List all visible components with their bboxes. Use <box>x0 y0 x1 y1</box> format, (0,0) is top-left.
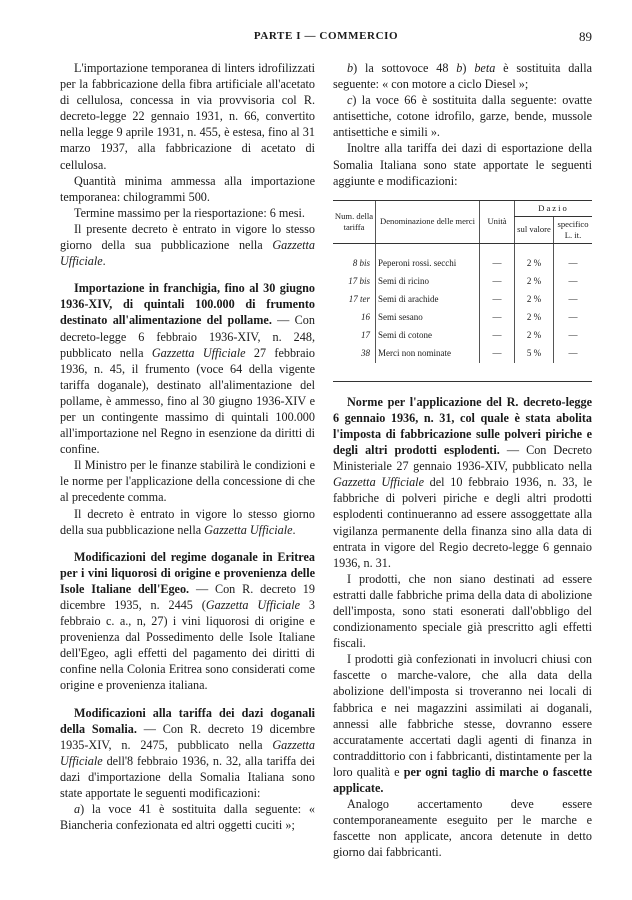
table-row: 16 Semi sesano — 2 % — <box>333 309 592 327</box>
paragraph: Inoltre alla tariffa dei dazi di esportazione della Somalia Italiana sono state apportate le seguenti aggiunte e modificazioni: <box>333 141 592 188</box>
col-header-name: Denominazione delle merci <box>376 200 480 243</box>
left-column <box>60 60 315 833</box>
section-eritrea: Modificazioni del regime doganale in Eritrea per i vini liquorosi di origine e provenienza delle Isole Italiane dell'Egeo. — Con R. decreto 19 dicembre 1935, n. 2445 (Gazzetta Ufficiale 3 febbraio c. a., n, 27) i vini liquorosi di origine e provenienza dal Possedimento delle Isole Italiane dell'Egeo, agli effetti del pagamento dei diritti di confine nella Colonia Eritrea sono considerati come origine e provenienza italiana. <box>60 549 315 693</box>
paragraph: I prodotti, che non siano destinati ad essere estratti dalle fabbriche prima della data di abolizione dell'imposta, sono stati esonerati dall'obbligo del condizionamento speciale già prescritto agli effetti fiscali. <box>333 571 592 651</box>
list-item: b) la sottovoce 48 b) beta è sostituita dalla seguente: « con motore a ciclo Diesel »; <box>333 61 592 92</box>
list-item: c) la voce 66 è sostituita dalla seguente: ovatte antisettiche, cotone idrofilo, garze, bende, mussole antisettiche e simili ». <box>333 93 592 140</box>
table-row: 17 Semi di cotone — 2 % — <box>333 327 592 345</box>
list-item: a) la voce 41 è sostituita dalla seguente: « Biancheria confezionata ed altri oggetti cuciti »; <box>60 802 315 833</box>
paragraph: I prodotti già confezionati in involucri chiusi con fascette o marche-valore, che alla data della abolizione dell'imposta si troveranno nei locali di fabbrica e nei magazzini assimilati ai doganali, annessi alle fabbriche stesse, dovranno essere accuratamente accertati dagli agenti di finanza in contraddittorio con i fabbricanti, distintamente per la loro qualità e per ogni taglio di marche o fascette applicate. <box>333 652 592 795</box>
section-somalia: Modificazioni alla tariffa dei dazi doganali della Somalia. — Con R. decreto 19 dicembre 1935-XIV, n. 2475, pubblicato nella Gazzetta Ufficiale dell'8 febbraio 1936, n. 32, alla tariffa dei dazi d'importazione della Somalia Italiana sono state apportate le seguenti modificazioni: <box>60 705 315 801</box>
paragraph: Termine massimo per la riesportazione: 6 mesi. <box>74 205 305 220</box>
col-header-specifico: specifico L. it. <box>554 216 593 243</box>
col-header-valore: sul valore <box>515 216 554 243</box>
section-title: Norme per l'applicazione del R. decreto-legge 6 gennaio 1936, n. 31, col quale è stata abolita l'imposta di fabbricazione sulle polveri piriche e degli altri prodotti esplodenti. <box>333 394 592 458</box>
table-row: 8 bis Peperoni rossi. secchi — 2 % — <box>333 243 592 273</box>
paragraph: Quantità minima ammessa alla importazione temporanea: chilogrammi 500. <box>60 173 315 204</box>
section-title: Importazione in franchigia, fino al 30 giugno 1936-XIV, di quintali 100.000 di frumento destinato all'alimentazione del pollame. <box>60 281 315 328</box>
table-row: 38 Merci non nominate — 5 % — <box>333 345 592 363</box>
paragraph: Il presente decreto è entrato in vigore lo stesso giorno della sua pubblicazione nella Gazzetta Ufficiale. <box>60 221 315 269</box>
table-row: 17 bis Semi di ricino — 2 % — <box>333 273 592 291</box>
col-header-num: Num. della tariffa <box>333 200 376 243</box>
page-number: 89 <box>579 29 592 44</box>
paragraph: L'importazione temporanea di linters idrofilizzati per la fabbricazione della fibra artificiale all'acetato di cellulosa, concessa in via provvisoria col R. decreto-legge 22 gennaio 1931, n. 66, convertito nella legge 9 aprile 1931, n. 455, è estesa, fino al 31 marzo 1937, alla fabbricazione di acetato di cellulosa. <box>60 61 315 172</box>
export-duty-table <box>333 200 592 382</box>
table-row: 17 ter Semi di arachide — 2 % — <box>333 291 592 309</box>
section-title: Modificazioni del regime doganale in Eritrea per i vini liquorosi di origine e provenienza delle Isole Italiane dell'Egeo. <box>60 549 315 596</box>
section-franchigia: Importazione in franchigia, fino al 30 giugno 1936-XIV, di quintali 100.000 di frumento destinato all'alimentazione del pollame. — Con decreto-legge 6 febbraio 1936-XIV, n. 248, pubblicato nella Gazzetta Ufficiale 27 febbraio 1936, n. 45, il frumento (voce 64 della vigente tariffa doganale), destinato all'alimentazione del pollame, è ammesso, fino al 30 giugno 1936-XIV e per un contingente massimo di quintali 100.000 all'importazione nel Regno in esenzione da diritti di confine. <box>60 281 315 457</box>
paragraph: Il decreto è entrato in vigore lo stesso giorno della sua pubblicazione nella Gazzetta Ufficiale. <box>60 506 315 537</box>
page-header <box>60 30 592 46</box>
col-header-unit: Unità <box>480 200 515 243</box>
running-head: PARTE I — COMMERCIO <box>253 30 399 42</box>
section-esplodenti: Norme per l'applicazione del R. decreto-legge 6 gennaio 1936, n. 31, col quale è stata abolita l'imposta di fabbricazione sulle polveri piriche e degli altri prodotti esplodenti. — Con Decreto Ministeriale 27 gennaio 1936-XIV, pubblicato nella Gazzetta Ufficiale del 10 febbraio 1936, n. 33, le fabbriche di polveri piriche e degli altri prodotti esplodenti continueranno ad essere assoggettate alla vigilanza permanente della finanza sino alla data di entrata in vigore del Regio decreto-legge 6 gennaio 1936, n. 31. <box>333 394 592 570</box>
paragraph: Il Ministro per le finanze stabilirà le condizioni e le norme per l'applicazione della concessione di che al precedente comma. <box>60 458 315 505</box>
section-title: Modificazioni alla tariffa dei dazi doganali della Somalia. <box>60 705 315 736</box>
paragraph: Analogo accertamento deve essere contemporaneamente eseguito per le marche e fascette non applicate, ancora detenute in detto giorno dai fabbricanti. <box>333 797 592 860</box>
col-header-dazio: Dazio <box>515 200 593 216</box>
right-column <box>333 60 592 860</box>
